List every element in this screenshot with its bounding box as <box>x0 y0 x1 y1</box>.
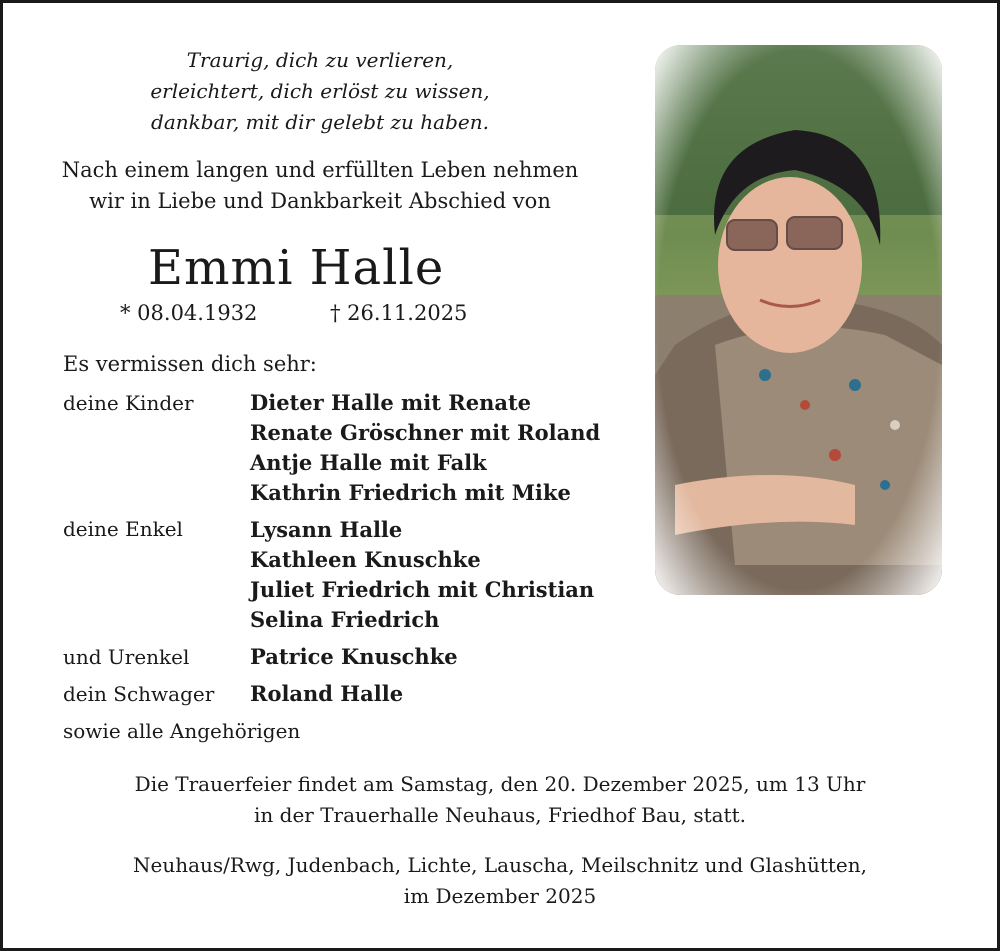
death-date: † 26.11.2025 <box>330 301 468 325</box>
intro-line-1: Nach einem langen und erfüllten Leben nehmen <box>61 158 579 182</box>
mourner-name: Antje Halle mit Falk <box>250 450 487 475</box>
mourner-name: Juliet Friedrich mit Christian <box>250 577 595 602</box>
place-line-2: im Dezember 2025 <box>403 884 597 908</box>
place-line-1: Neuhaus/Rwg, Judenbach, Lichte, Lauscha, Meilschnitz und Glashütten, <box>132 853 867 877</box>
poem-line-1: Traurig, dich zu verlieren, <box>186 48 454 72</box>
intro-line-2: wir in Liebe und Dankbarkeit Abschied von <box>89 189 551 213</box>
relation-grandchildren: deine Enkel <box>63 517 183 541</box>
mourner-name: Renate Gröschner mit Roland <box>250 420 601 445</box>
mourner-name: Selina Friedrich <box>250 607 440 632</box>
mourner-name: Kathrin Friedrich mit Mike <box>250 480 571 505</box>
service-line-2: in der Trauerhalle Neuhaus, Friedhof Bau, statt. <box>254 803 746 827</box>
birth-date: * 08.04.1932 <box>120 301 258 325</box>
relation-great-grandchildren: und Urenkel <box>63 645 190 669</box>
portrait-photo <box>655 45 942 595</box>
mourner-name: Kathleen Knuschke <box>250 547 481 572</box>
mourner-name: Dieter Halle mit Renate <box>250 390 532 415</box>
mourner-name: Lysann Halle <box>250 517 403 542</box>
mourner-name: Roland Halle <box>250 681 404 706</box>
relation-brother-in-law: dein Schwager <box>63 682 215 706</box>
closing-relatives: sowie alle Angehörigen <box>63 719 301 743</box>
poem-line-2: erleichtert, dich erlöst zu wissen, <box>150 79 490 103</box>
service-line-1: Die Trauerfeier findet am Samstag, den 20. Dezember 2025, um 13 Uhr <box>134 772 866 796</box>
mourners-heading: Es vermissen dich sehr: <box>63 352 317 376</box>
deceased-name: Emmi Halle <box>148 240 445 296</box>
poem-line-3: dankbar, mit dir gelebt zu haben. <box>151 110 489 134</box>
mourner-name: Patrice Knuschke <box>250 644 458 669</box>
relation-children: deine Kinder <box>63 391 194 415</box>
